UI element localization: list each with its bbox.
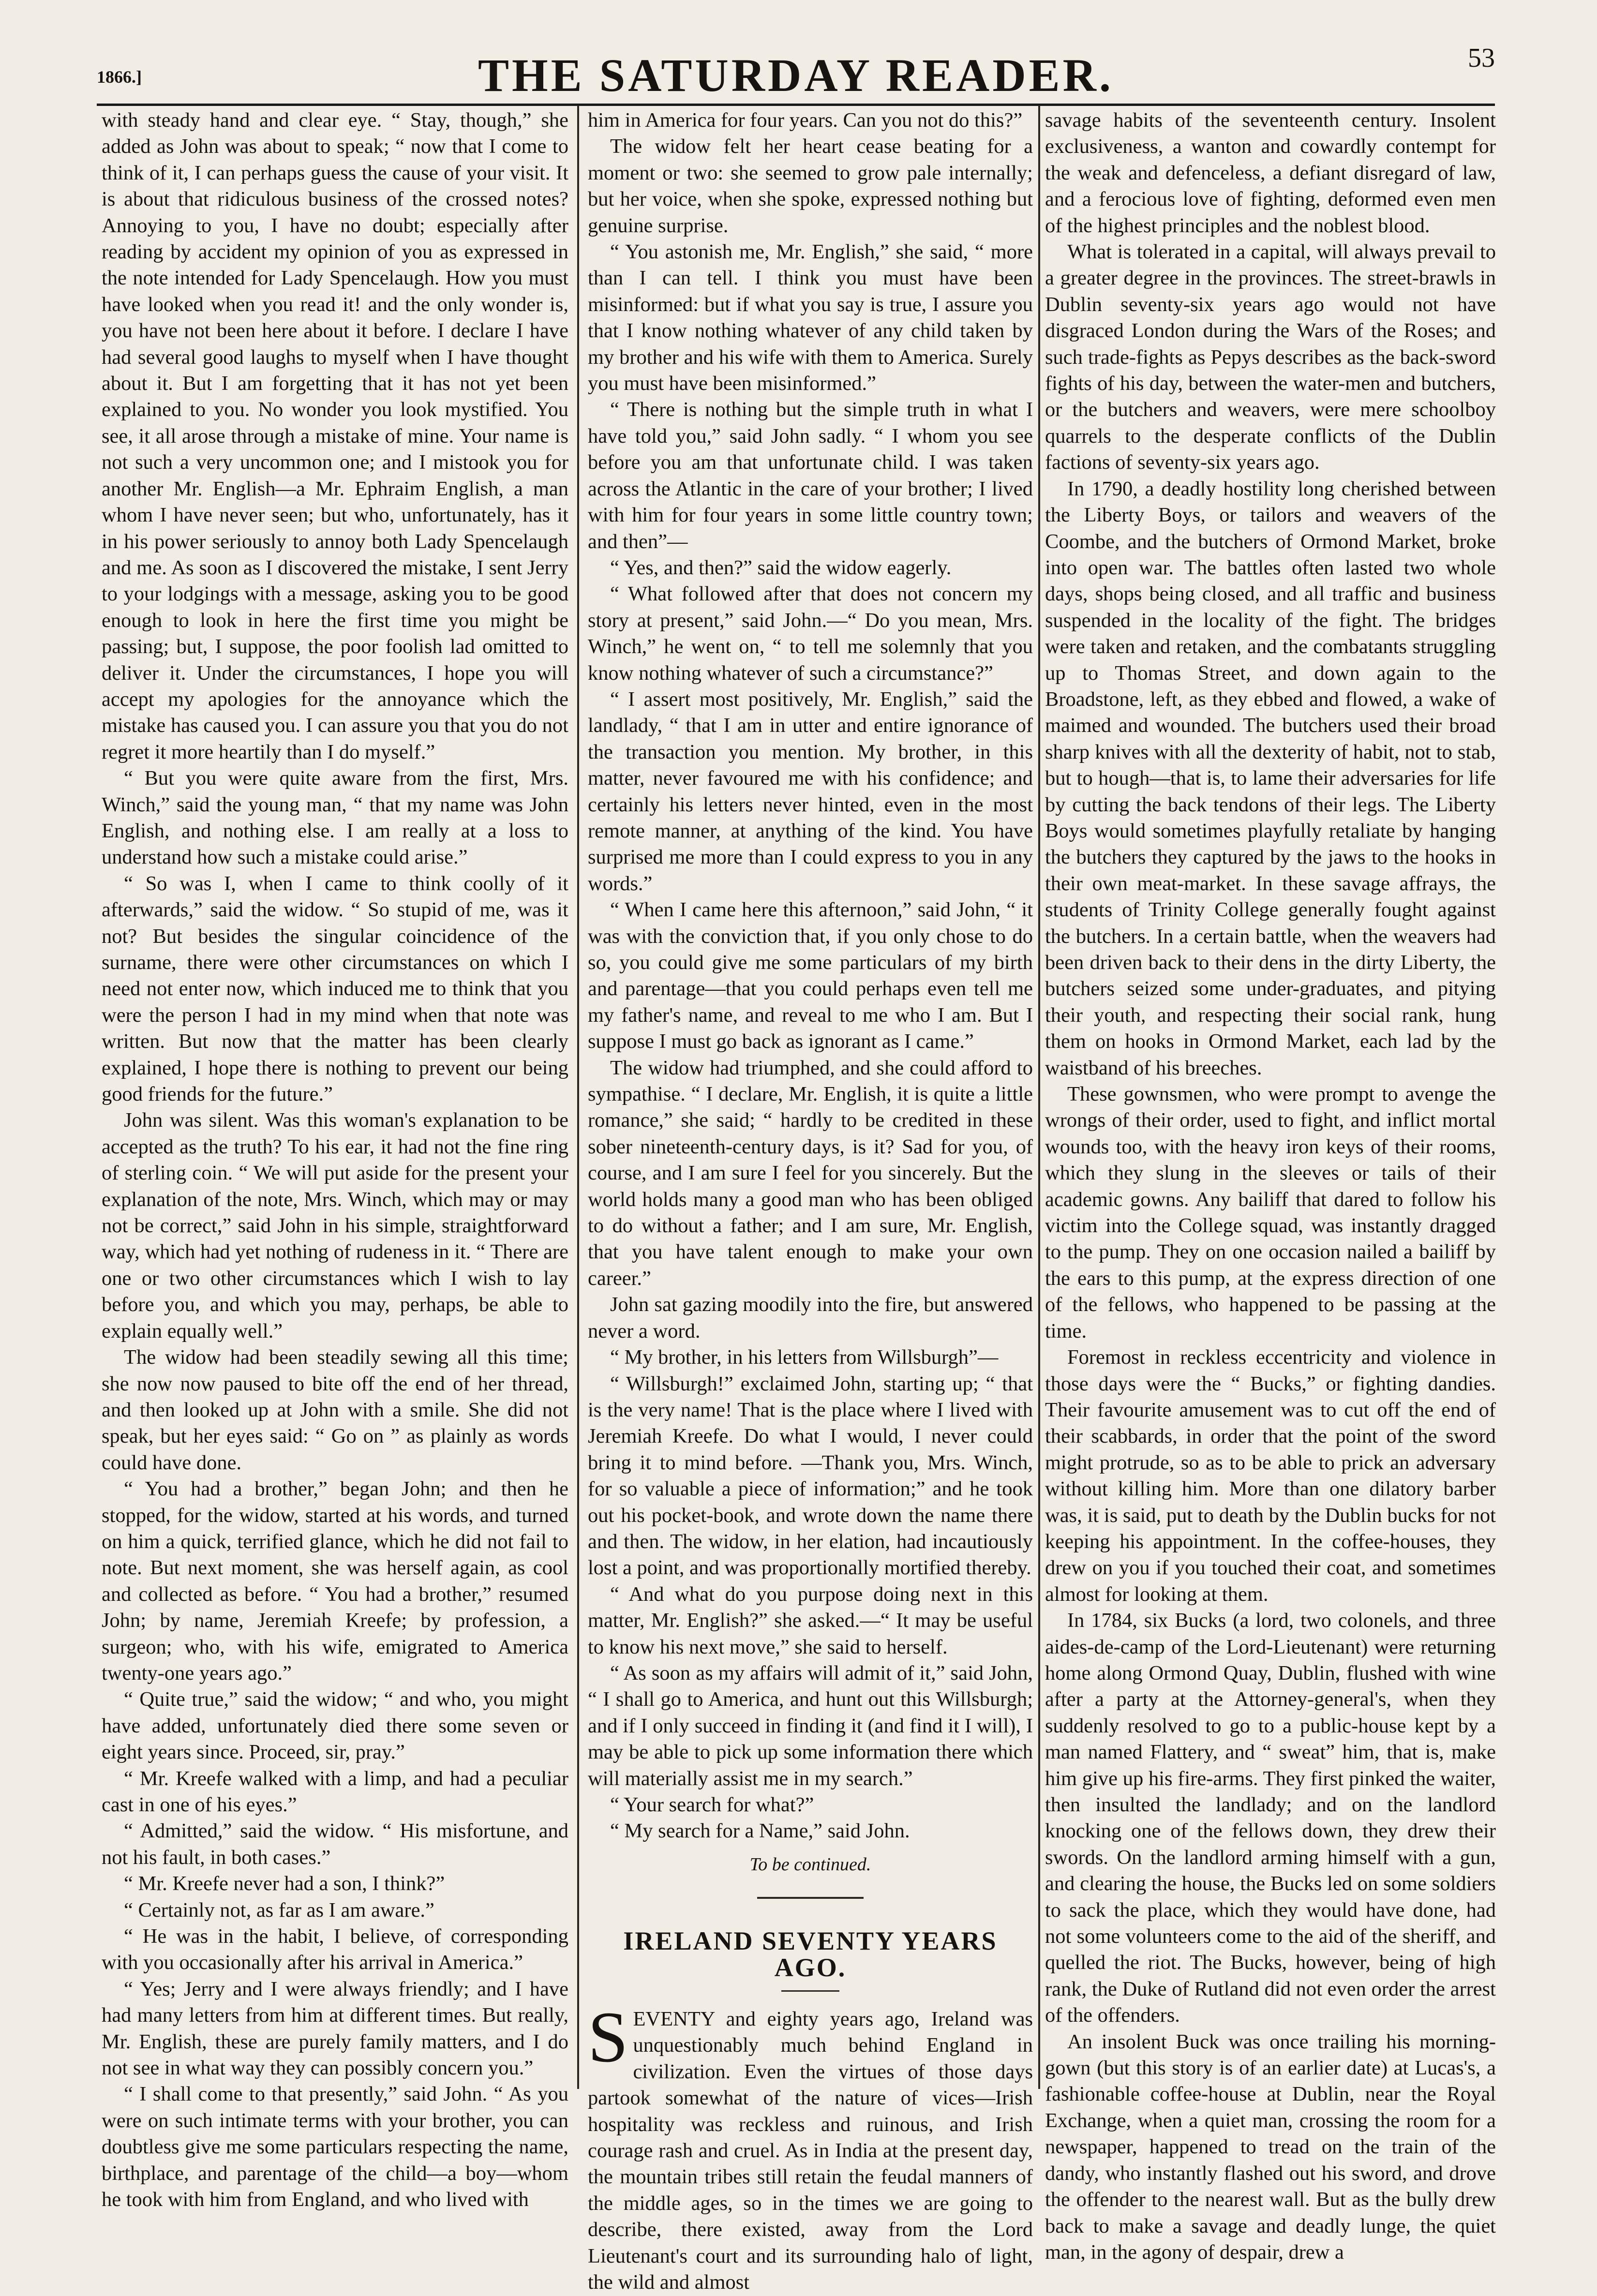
- paragraph: What is tolerated in a capital, will always prevail to a greater degree in the provinces. The street-brawls in Dublin seventy-six years ago would not have disgraced London during the Wars of the Roses; and such trade-fights as Pepys describes as the back-sword fights of his day, between the water-men and butchers, or the butchers and weavers, were mere schoolboy quarrels to the desperate conflicts of the Dublin factions of seventy-six years ago.: [1045, 240, 1496, 474]
- paragraph: The widow felt her heart cease beating for a moment or two: she seemed to grow pale internally; but her voice, when she spoke, expressed nothing but genuine surprise.: [588, 135, 1033, 237]
- paragraph: “ There is nothing but the simple truth in what I have told you,” said John sadly. “ I whom you see before you am that unfortunate child. I was taken across the Atlantic in the care of your brother; I lived with him for four years in some little country town; and then”—: [588, 398, 1033, 553]
- newspaper-title: THE SATURDAY READER.: [478, 49, 1114, 101]
- paragraph: The widow had been steadily sewing all this time; she now now paused to bite off the end of her thread, and then looked up at John with a smile. She did not speak, but her eyes said: “ Go on ” as plainly as words could have done.: [102, 1346, 568, 1474]
- paragraph: him in America for four years. Can you not do this?”: [588, 109, 1023, 132]
- paragraph: “ I assert most positively, Mr. English,” said the landlady, “ that I am in utter and entire ignorance of the transaction you mention. My brother, in this matter, never favoured me with his confidence; and certainly his letters never hinted, even in the most remote manner, at anything of the kind. You have surprised me more than I could express to you in any words.”: [588, 687, 1033, 895]
- paragraph: “ What followed after that does not concern my story at present,” said John.—“ Do you mean, Mrs. Winch,” he went on, “ to tell me solemnly that you know nothing whatever of such a circumstance?”: [588, 582, 1033, 685]
- column-2: [588, 107, 1033, 2294]
- column-3: [1045, 107, 1496, 2264]
- paragraph: “ Certainly not, as far as I am aware.”: [124, 1898, 434, 1922]
- paragraph: savage habits of the seventeenth century. Insolent exclusiveness, a wanton and cowardly contempt for the weak and defenceless, a defiant disregard of law, and a ferocious love of fighting, deformed even men of the highest principles and the noblest blood.: [1045, 109, 1496, 237]
- page-number: 53: [1468, 43, 1495, 73]
- paragraph: In 1784, six Bucks (a lord, two colonels, and three aides-de-camp of the Lord-Lieutenant) were returning home along Ormond Quay, Dublin, flushed with wine after a party at the Attorney-general's, when they suddenly resolved to go to a public-house kept by a man named Flattery, and “ sweat” him, that is, make him give up his fire-arms. They first pinked the waiter, then insulted the landlady; and on the landlord knocking one of the fellows down, they drew their swords. On the landlord arming himself with a gun, and clearing the house, the Bucks led on some soldiers to sack the place, which they would have done, had not some volunteers come to the aid of the sheriff, and quelled the riot. The Bucks, however, being of high rank, the Duke of Rutland did not even order the arrest of the offenders.: [1045, 1609, 1496, 2027]
- article-first-paragraph: [588, 1997, 1033, 2296]
- paragraph: “ Willsburgh!” exclaimed John, starting up; “ that is the very name! That is the place where I lived with Jeremiah Kreefe. Do what I would, I never could bring it to mind before. —Thank you, Mrs. Winch, for so valuable a piece of information;” and he took out his pocket-book, and wrote down the name there and then. The widow, in her elation, had incautiously lost a point, and was proportionally mortified thereby.: [588, 1372, 1033, 1580]
- to-be-continued: To be continued.: [749, 1854, 871, 1875]
- paragraph: “ Yes; Jerry and I were always friendly; and I have had many letters from him at different times. But really, Mr. English, these are purely family matters, and I do not see in what way they can possibly concern you.”: [102, 1977, 568, 2080]
- paragraph: with steady hand and clear eye. “ Stay, though,” she added as John was about to speak; “ now that I come to think of it, I can perhaps guess the cause of your visit. It is about that ridiculous business of the crossed notes? Annoying to you, I have no doubt; especially after reading by accident my opinion of you as expressed in the note intended for Lady Spencelaugh. How you must have looked when you read it! and the only wonder is, you have not been here about it before. I declare I have had several good laughs to myself when I have thought about it. But I am forgetting that it has not yet been explained to you. No wonder you look mystified. You see, it all arose through a mistake of mine. Your name is not such a very uncommon one; and I mistook you for another Mr. English—a Mr. Ephraim English, a man whom I have never seen; but who, unfortunately, has it in his power seriously to annoy both Lady Spencelaugh and me. As soon as I discovered the mistake, I sent Jerry to your lodgings with a message, asking you to be good enough to look in here the first time you might be passing; but, I suppose, the poor foolish lad omitted to deliver it. Under the circumstances, I hope you will accept my apologies for the annoyance which the mistake has caused you. I can assure you that you do not regret it more heartily than I do myself.”: [102, 109, 568, 763]
- paragraph: Foremost in reckless eccentricity and violence in those days were the “ Bucks,” or fighting dandies. Their favourite amusement was to cut off the end of their scabbards, in order that the point of the sword might protrude, so as to be able to prick an adversary without killing him. More than one dilatory barber was, it is said, put to death by the Dublin bucks for not keeping his appointment. In the coffee-houses, they drew on you if you touched their coat, and sometimes almost for looking at them.: [1045, 1346, 1496, 1606]
- paragraph: “ He was in the habit, I believe, of corresponding with you occasionally after his arrival in America.”: [102, 1925, 568, 1974]
- paragraph: In 1790, a deadly hostility long cherished between the Liberty Boys, or tailors and weavers of the Coombe, and the butchers of Ormond Market, broke into open war. The battles often lasted two whole days, shops being closed, and all traffic and business suspended in the locality of the fight. The bridges were taken and retaken, and the combatants struggling up to Thomas Street, and down again to the Broadstone, left, as they ebbed and flowed, a wake of maimed and wounded. The butchers used their broad sharp knives with all the dexterity of habit, not to stab, but to hough—that is, to lame their adversaries for life by cutting the back tendons of their legs. The Liberty Boys would sometimes playfully retaliate by hanging the butchers they captured by the jaws to the hooks in their own meat-market. In these savage affrays, the students of Trinity College generally fought against the butchers. In a certain battle, when the weavers had been driven back to their dens in the dirty Liberty, the butchers seized some under-graduates, and pitying their youth, and respecting their social rank, hung them on hooks in Ormond Market, each lad by the waistband of his breeches.: [1045, 477, 1496, 1079]
- paragraph: “ Your search for what?”: [610, 1793, 814, 1816]
- paragraph: These gownsmen, who were prompt to avenge the wrongs of their order, used to fight, and inflict mortal wounds too, with the heavy iron keys of their rooms, which they slung in the sleeves or tails of their academic gowns. Any bailiff that dared to follow his victim into the College squad, was instantly dragged to the pump. They on one occasion nailed a bailiff by the ears to this pump, at the express direction of one of the fellows, who happened to be passing at the time.: [1045, 1083, 1496, 1342]
- heading-rule: [781, 1990, 839, 1992]
- paragraph: John was silent. Was this woman's explanation to be accepted as the truth? To his ear, it had not the fine ring of sterling coin. “ We will put aside for the present your explanation of the note, Mrs. Winch, which may or may not be correct,” said John in his simple, straightforward way, which had yet nothing of rudeness in it. “ There are one or two other circumstances which I wish to lay before you, and which you may, perhaps, be able to explain equally well.”: [102, 1109, 568, 1342]
- paragraph: “ Yes, and then?” said the widow eagerly.: [610, 556, 952, 579]
- drop-cap: S: [588, 1997, 628, 2078]
- paragraph: “ Mr. Kreefe walked with a limp, and had a peculiar cast in one of his eyes.”: [102, 1767, 568, 1816]
- paragraph: “ But you were quite aware from the first, Mrs. Winch,” said the young man, “ that my name was John English, and nothing else. I am really at a loss to understand how such a mistake could arise.”: [102, 767, 568, 869]
- article-first-paragraph-text: EVENTY and eighty years ago, Ireland was unquestionably much behind England in civilization. Even the virtues of those days partook somewhat of the nature of vices—Irish hospitality was reckless and ruinous, and Irish courage rash and cruel. As in India at the present day, the mountain tribes still retain the feudal manners of the middle ages, so in the times we are going to describe, there existed, away from the Lord Lieutenant's court and its surrounding halo of light, the wild and almost: [588, 2008, 1033, 2294]
- paragraph: “ Admitted,” said the widow. “ His misfortune, and not his fault, in both cases.”: [102, 1819, 568, 1869]
- paragraph: “ Mr. Kreefe never had a son, I think?”: [124, 1872, 445, 1895]
- issue-date: 1866.]: [97, 67, 142, 87]
- column-rule: [577, 105, 579, 2089]
- article-heading: IRELAND SEVENTY YEARS AGO.: [623, 1926, 998, 1982]
- paragraph: “ I shall come to that presently,” said John. “ As you were on such intimate terms with your brother, you can doubtless give me some particulars respecting the name, birthplace, and parentage of the child—a boy—whom he took with him from England, and who lived with: [102, 2083, 568, 2211]
- paragraph: “ Quite true,” said the widow; “ and who, you might have added, unfortunately died there some seven or eight years since. Proceed, sir, pray.”: [102, 1688, 568, 1764]
- header-rule: [97, 104, 1495, 106]
- paragraph: “ You had a brother,” began John; and then he stopped, for the widow, started at his words, and turned on him a quick, terrified glance, which he did not fail to note. But next moment, she was herself again, as cool and collected as before. “ You had a brother,” resumed John; by name, Jeremiah Kreefe; by profession, a surgeon; who, with his wife, emigrated to America twenty-one years ago.”: [102, 1477, 568, 1685]
- paragraph: The widow had triumphed, and she could afford to sympathise. “ I declare, Mr. English, it is quite a little romance,” she said; “ hardly to be credited in these sober nineteenth-century days, is it? Sad for you, of course, and I am sure I feel for you sincerely. But the world holds many a good man who has been obliged to do without a father; and I am sure, Mr. English, that you have talent enough to make your own career.”: [588, 1056, 1033, 1290]
- paragraph: “ When I came here this afternoon,” said John, “ it was with the conviction that, if you only chose to do so, you could give me some particulars of my birth and parentage—that you could perhaps even tell me my father's name, and reveal to me who I am. But I suppose I must go back as ignorant as I came.”: [588, 898, 1033, 1053]
- paragraph: “ My search for a Name,” said John.: [610, 1819, 910, 1843]
- paragraph: “ So was I, when I came to think coolly of it afterwards,” said the widow. “ So stupid of me, was it not? But besides the singular coincidence of the surname, there were other circumstances on which I need not enter now, which induced me to think that you were the person I had in my mind when that note was written. But now that the matter has been clearly explained, I hope there is nothing to prevent our being good friends for the future.”: [102, 872, 568, 1106]
- paragraph: “ My brother, in his letters from Willsburgh”—: [610, 1346, 999, 1369]
- masthead: [97, 19, 1495, 116]
- paragraph: An insolent Buck was once trailing his morning-gown (but this story is of an earlier date) at Lucas's, a fashionable coffee-house at Dublin, near the Royal Exchange, when a quiet man, crossing the room for a newspaper, happened to tread on the train of the dandy, who instantly flashed out his sword, and drove the offender to the nearest wall. But as the bully drew back to make a savage and deadly lunge, the quiet man, in the agony of despair, drew a: [1045, 2030, 1496, 2264]
- column-1: [102, 107, 568, 2211]
- paragraph: John sat gazing moodily into the fire, but answered never a word.: [588, 1293, 1033, 1342]
- column-rule: [1038, 105, 1040, 2089]
- paragraph: “ You astonish me, Mr. English,” she said, “ more than I can tell. I think you must have been misinformed: but if what you say is true, I assure you that I know nothing whatever of any child taken by my brother and his wife with them to America. Surely you must have been misinformed.”: [588, 240, 1033, 395]
- column-2-story: [588, 107, 1033, 1845]
- paragraph: “ And what do you purpose doing next in this matter, Mr. English?” she asked.—“ It may be useful to know his next move,” she said to herself.: [588, 1582, 1033, 1658]
- paragraph: “ As soon as my affairs will admit of it,” said John, “ I shall go to America, and hunt out this Willsburgh; and if I only succeed in finding it (and find it I will), I may be able to pick up some information there which will materially assist me in my search.”: [588, 1661, 1033, 1790]
- article-separator: [757, 1897, 864, 1899]
